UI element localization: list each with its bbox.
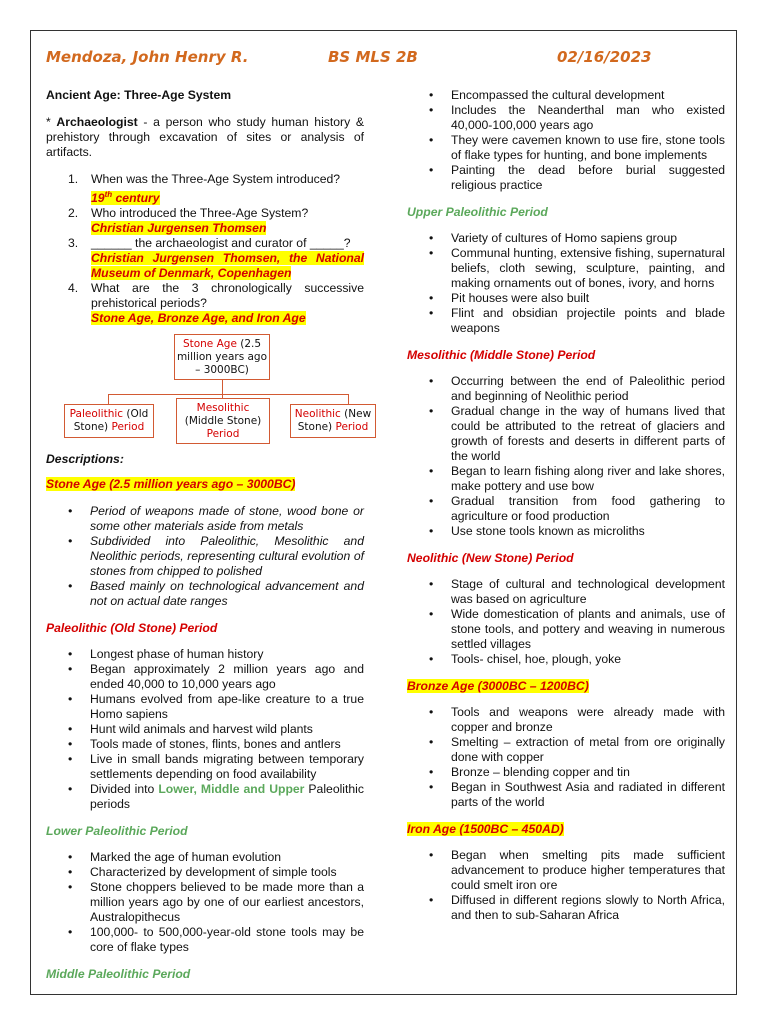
- stone-age-heading: Stone Age (2.5 million years ago – 3000BC): [46, 477, 296, 492]
- list-item: • Wide domestication of plants and animals, use of stone tools, and pottery and weaving in numerous settled villages: [407, 607, 725, 652]
- question-list: [46, 172, 364, 326]
- list-item: • Tools made of stones, flints, bones and antlers: [46, 737, 364, 752]
- left-column: [46, 88, 372, 982]
- mesolithic-heading: Mesolithic (Middle Stone) Period: [407, 348, 596, 362]
- lower-paleolithic-heading: Lower Paleolithic Period: [46, 824, 188, 839]
- neolithic-list: [407, 577, 725, 667]
- upper-paleolithic-heading: Upper Paleolithic Period: [407, 205, 548, 219]
- diagram-connector: [108, 394, 109, 404]
- answer-text: Stone Age, Bronze Age, and Iron Age: [91, 311, 306, 326]
- list-item: • Began in Southwest Asia and radiated in different parts of the world: [407, 780, 725, 810]
- diagram-connector: [222, 380, 223, 394]
- diagram-root-box: Stone Age (2.5 million years ago – 3000BC): [174, 334, 270, 380]
- question-item: 3. ______ the archaeologist and curator of _____? Christian Jurgensen Thomsen, the National Museum of Denmark, Copenhagen: [68, 236, 364, 281]
- paleolithic-heading: Paleolithic (Old Stone) Period: [46, 621, 218, 636]
- list-item: • Use stone tools known as microliths: [407, 524, 725, 539]
- list-item: • Gradual transition from food gathering to agriculture or food production: [407, 494, 725, 524]
- stone-age-list: [46, 504, 364, 609]
- diagram-connector: [108, 394, 348, 395]
- list-item: • Marked the age of human evolution: [46, 850, 364, 865]
- list-item: • Flint and obsidian projectile points and blade weapons: [407, 306, 725, 336]
- list-item: • Gradual change in the way of humans lived that could be attributed to the retreat of glaciers and growth of forests and deserts in different parts of the world: [407, 404, 725, 464]
- list-item: • 100,000- to 500,000-year-old stone tools may be core of flake types: [46, 925, 364, 955]
- question-item: 1. When was the Three-Age System introduced? 19th century: [68, 172, 341, 206]
- student-name: Mendoza, John Henry R.: [46, 48, 249, 66]
- question-item: 2. Who introduced the Three-Age System? Christian Jurgensen Thomsen: [68, 206, 309, 236]
- answer-text: Christian Jurgensen Thomsen, the National Museum of Denmark, Copenhagen: [91, 251, 364, 281]
- list-item: • Variety of cultures of Homo sapiens group: [407, 231, 725, 246]
- three-age-diagram: [46, 334, 372, 446]
- list-item: • Painting the dead before burial suggested religious practice: [407, 163, 725, 193]
- iron-age-list: [407, 848, 725, 923]
- question-item: 4. What are the 3 chronologically successive prehistorical periods? Stone Age, Bronze Age, and Iron Age: [68, 281, 364, 326]
- bronze-age-heading: Bronze Age (3000BC – 1200BC): [407, 679, 589, 693]
- list-item: • Began when smelting pits made sufficient advancement to produce higher temperatures that could smelt iron ore: [407, 848, 725, 893]
- document-date: 02/16/2023: [557, 48, 652, 66]
- course-section: BS MLS 2B: [328, 48, 418, 66]
- list-item: • Longest phase of human history: [46, 647, 364, 662]
- list-item: • Encompassed the cultural development: [407, 88, 725, 103]
- list-item: • Divided into Lower, Middle and Upper Paleolithic periods: [46, 782, 364, 812]
- diagram-paleolithic-box: Paleolithic (Old Stone) Period: [64, 404, 154, 438]
- descriptions-label: Descriptions:: [46, 452, 124, 467]
- list-item: • Pit houses were also built: [407, 291, 725, 306]
- diagram-connector: [348, 394, 349, 404]
- list-item: • Tools and weapons were already made with copper and bronze: [407, 705, 725, 735]
- list-item: • Communal hunting, extensive fishing, supernatural beliefs, cloth sewing, sculpture, painting, and making ornaments out of bones, ivory, and horns: [407, 246, 725, 291]
- list-item: • Period of weapons made of stone, wood bone or some other materials aside from metals: [46, 504, 364, 534]
- list-item: • They were cavemen known to use fire, stone tools of flake types for hunting, and bone implements: [407, 133, 725, 163]
- middle-paleolithic-list: [407, 88, 725, 193]
- answer-text: 19th century: [91, 190, 160, 206]
- list-item: • Live in small bands migrating between temporary settlements depending on food availability: [46, 752, 364, 782]
- list-item: • Occurring between the end of Paleolithic period and beginning of Neolithic period: [407, 374, 725, 404]
- list-item: • Tools- chisel, hoe, plough, yoke: [407, 652, 725, 667]
- list-item: • Subdivided into Paleolithic, Mesolithic and Neolithic periods, representing cultural evolution of stones from chipped to polished: [46, 534, 364, 579]
- list-item: • Smelting – extraction of metal from ore originally done with copper: [407, 735, 725, 765]
- list-item: • Stone choppers believed to be made more than a million years ago by one of our earliest ancestors, Australopithecus: [46, 880, 364, 925]
- list-item: • Based mainly on technological advancement and not on actual date ranges: [46, 579, 364, 609]
- list-item: • Bronze – blending copper and tin: [407, 765, 725, 780]
- diagram-mesolithic-box: Mesolithic (Middle Stone) Period: [176, 398, 270, 444]
- diagram-neolithic-box: Neolithic (New Stone) Period: [290, 404, 376, 438]
- document-title: Ancient Age: Three-Age System: [46, 88, 232, 102]
- lower-paleolithic-list: [46, 850, 364, 955]
- middle-paleolithic-heading: Middle Paleolithic Period: [46, 967, 191, 982]
- list-item: • Began approximately 2 million years ago and ended 40,000 to 10,000 years ago: [46, 662, 364, 692]
- right-column: [407, 88, 725, 923]
- list-item: • Hunt wild animals and harvest wild plants: [46, 722, 364, 737]
- list-item: • Stage of cultural and technological development was based on agriculture: [407, 577, 725, 607]
- upper-paleolithic-list: [407, 231, 725, 336]
- answer-text: Christian Jurgensen Thomsen: [91, 221, 267, 236]
- bronze-age-list: [407, 705, 725, 810]
- list-item: • Characterized by development of simple tools: [46, 865, 364, 880]
- list-item: • Humans evolved from ape-like creature to a true Homo sapiens: [46, 692, 364, 722]
- list-item: • Includes the Neanderthal man who existed 40,000-100,000 years ago: [407, 103, 725, 133]
- mesolithic-list: [407, 374, 725, 539]
- list-item: • Began to learn fishing along river and lake shores, make pottery and use bow: [407, 464, 725, 494]
- neolithic-heading: Neolithic (New Stone) Period: [407, 551, 574, 565]
- archaeologist-definition: * Archaeologist - a person who study human history & prehistory through excavation of sites or analysis of artifacts.: [46, 115, 364, 159]
- list-item: • Diffused in different regions slowly to North Africa, and then to sub-Saharan Africa: [407, 893, 725, 923]
- paleolithic-list: [46, 647, 364, 812]
- iron-age-heading: Iron Age (1500BC – 450AD): [407, 822, 564, 836]
